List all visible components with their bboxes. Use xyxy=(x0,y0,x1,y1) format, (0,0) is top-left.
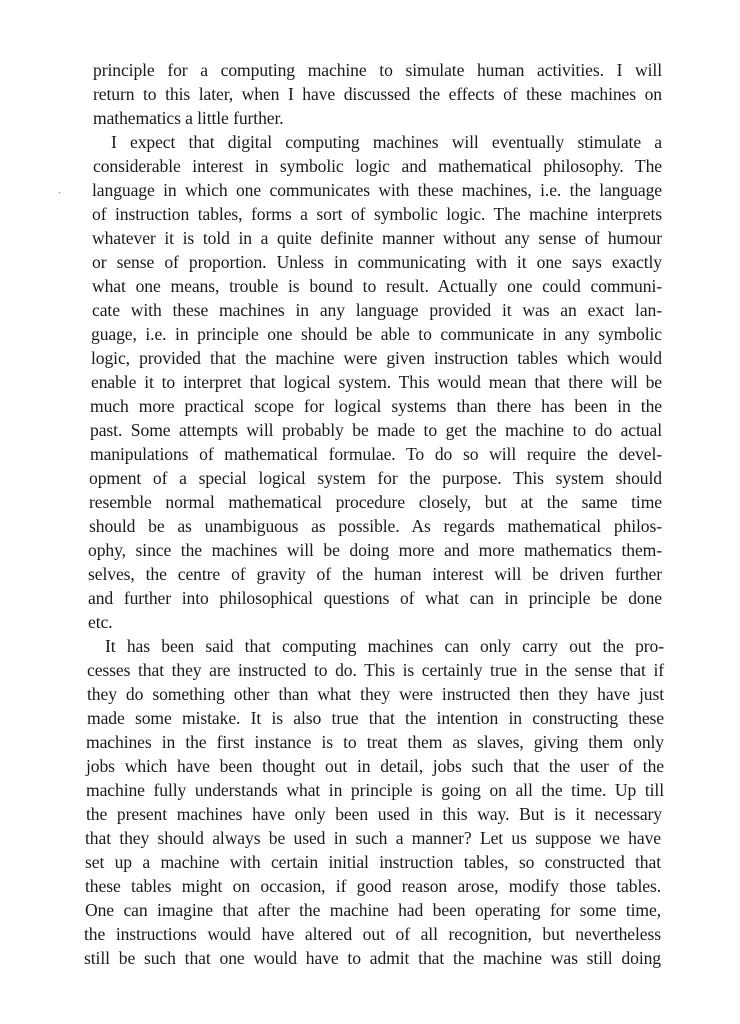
text-line: machines in the first instance is to treat them as slaves, giving them only xyxy=(86,732,664,752)
text-line: and further into philosophical questions of what can in principle be done xyxy=(88,588,662,608)
text-line: guage, i.e. in principle one should be able to communicate in any symbolic xyxy=(91,324,662,344)
text-line: opment of a special logical system for the purpose. This system should xyxy=(89,468,662,488)
text-line: enable it to interpret that logical system. This would mean that there will be xyxy=(91,372,662,392)
text-line: that they should always be used in such a manner? Let us suppose we have xyxy=(85,828,661,848)
text-line: language in which one communicates with these machines, i.e. the language xyxy=(92,180,662,200)
text-line: the present machines have only been used in this way. But is it necessary xyxy=(86,804,662,824)
margin-mark: ˏ xyxy=(58,183,62,194)
text-line: One can imagine that after the machine had been operating for some time, xyxy=(85,900,661,920)
text-line: mathematics a little further. xyxy=(93,108,284,128)
text-line: should be as unambiguous as possible. As regards mathematical philos- xyxy=(89,516,662,536)
text-line: resemble normal mathematical procedure closely, but at the same time xyxy=(89,492,662,512)
text-line: return to this later, when I have discussed the effects of these machines on xyxy=(93,84,662,104)
text-line: manipulations of mathematical formulae. To do so will require the devel- xyxy=(90,444,662,464)
paragraph-start-line: I expect that digital computing machines will eventually stimulate a xyxy=(111,132,662,152)
text-line: the instructions would have altered out of all recognition, but nevertheless xyxy=(84,924,661,944)
text-line: what one means, trouble is bound to result. Actually one could communi- xyxy=(92,276,662,296)
text-line: made some mistake. It is also true that the intention in constructing these xyxy=(87,708,664,728)
text-line: cesses that they are instructed to do. This is certainly true in the sense that if xyxy=(87,660,664,680)
text-line: jobs which have been thought out in detail, jobs such that the user of the xyxy=(86,756,664,776)
text-line: selves, the centre of gravity of the human interest will be driven further xyxy=(88,564,662,584)
text-line: still be such that one would have to admit that the machine was still doing xyxy=(84,948,661,968)
text-line: set up a machine with certain initial instruction tables, so constructed that xyxy=(85,852,661,872)
text-line: past. Some attempts will probably be made to get the machine to do actual xyxy=(90,420,662,440)
text-line: cate with these machines in any language provided it was an exact lan- xyxy=(92,300,662,320)
text-line: logic, provided that the machine were given instruction tables which would xyxy=(91,348,662,368)
text-line: etc. xyxy=(88,612,113,632)
text-line: much more practical scope for logical systems than there has been in the xyxy=(90,396,662,416)
text-line: or sense of proportion. Unless in communicating with it one says exactly xyxy=(92,252,662,272)
text-line: these tables might on occasion, if good reason arose, modify those tables. xyxy=(85,876,661,896)
text-line: principle for a computing machine to simulate human activities. I will xyxy=(93,60,662,80)
text-line: ophy, since the machines will be doing more and more mathematics them- xyxy=(88,540,662,560)
text-line: of instruction tables, forms a sort of symbolic logic. The machine interprets xyxy=(92,204,662,224)
paragraph-start-line: It has been said that computing machines can only carry out the pro- xyxy=(105,636,664,656)
text-line: whatever it is told in a quite definite manner without any sense of humour xyxy=(92,228,662,248)
text-line: they do something other than what they were instructed then they have just xyxy=(87,684,664,704)
text-line: considerable interest in symbolic logic and mathematical philosophy. The xyxy=(93,156,662,176)
text-line: machine fully understands what in principle is going on all the time. Up till xyxy=(86,780,664,800)
